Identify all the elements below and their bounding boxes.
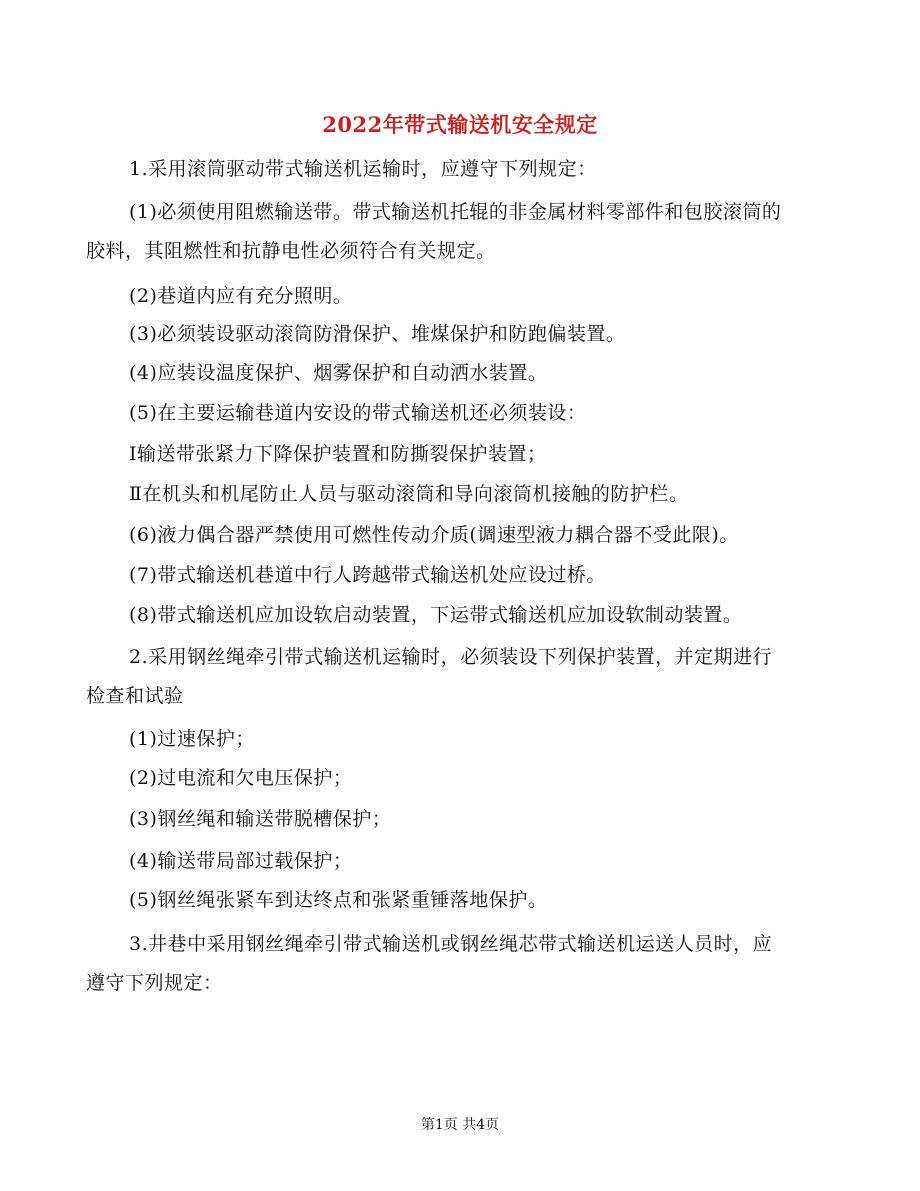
paragraph-line: Ⅰ输送带张紧力下降保护装置和防撕裂保护装置； [129,443,547,465]
paragraph-1 [129,150,889,189]
paragraph-10 [129,556,889,595]
paragraph-line: (8)带式输送机应加设软启动装置，下运带式输送机应加设软制动装置。 [129,604,743,626]
paragraph-15 [129,800,889,839]
paragraph-line-continued: 遵守下列规定： [86,972,223,994]
paragraph-line: 2.采用钢丝绳牵引带式输送机运输时，必须装设下列保护装置，并定期进行 [129,646,773,668]
paragraph-line: 3.井巷中采用钢丝绳牵引带式输送机或钢丝绳芯带式输送机运送人员时，应 [129,933,773,955]
paragraph-12 [86,638,889,716]
paragraph-line: (1)过速保护； [129,728,255,750]
paragraph-line: (3)钢丝绳和输送带脱槽保护； [129,808,392,830]
paragraph-9 [129,516,889,555]
paragraph-7 [129,435,889,474]
page-footer: 第1页 共4页 [420,1117,500,1133]
paragraph-8 [129,475,889,514]
paragraph-6 [129,394,889,433]
paragraph-16 [129,842,889,881]
paragraph-line: (1)必须使用阻燃输送带。带式输送机托辊的非金属材料零部件和包胶滚筒的 [129,201,782,223]
paragraph-2 [86,193,889,271]
paragraph-line: (3)必须装设驱动滚筒防滑保护、堆煤保护和防跑偏装置。 [129,323,626,345]
paragraph-14 [129,759,889,798]
paragraph-line: (4)输送带局部过载保护； [129,850,353,872]
document-title: 2022年带式输送机安全规定 [322,112,598,137]
paragraph-line: 1.采用滚筒驱动带式输送机运输时，应遵守下列规定： [129,158,597,180]
paragraph-line: (2)过电流和欠电压保护； [129,767,353,789]
paragraph-4 [129,315,889,354]
paragraph-17 [129,881,889,920]
paragraph-line: (2)巷道内应有充分照明。 [129,285,353,307]
paragraph-line: (6)液力偶合器严禁使用可燃性传动介质(调速型液力耦合器不受此限)。 [129,524,739,546]
paragraph-line: (4)应装设温度保护、烟雾保护和自动洒水装置。 [129,362,548,384]
paragraph-line: Ⅱ在机头和机尾防止人员与驱动滚筒和导向滚筒机接触的防护栏。 [129,483,689,505]
paragraph-line-continued: 胶料，其阻燃性和抗静电性必须符合有关规定。 [86,240,496,262]
paragraph-line: (5)钢丝绳张紧车到达终点和张紧重锤落地保护。 [129,889,548,911]
paragraph-line: (5)在主要运输巷道内安设的带式输送机还必须装设： [129,402,587,424]
paragraph-line: (7)带式输送机巷道中行人跨越带式输送机处应设过桥。 [129,564,606,586]
paragraph-3 [129,277,889,316]
paragraph-line-continued: 检查和试验 [86,685,184,707]
paragraph-11 [129,596,889,635]
paragraph-5 [129,354,889,393]
paragraph-13 [129,720,889,759]
paragraph-18 [86,925,889,1003]
